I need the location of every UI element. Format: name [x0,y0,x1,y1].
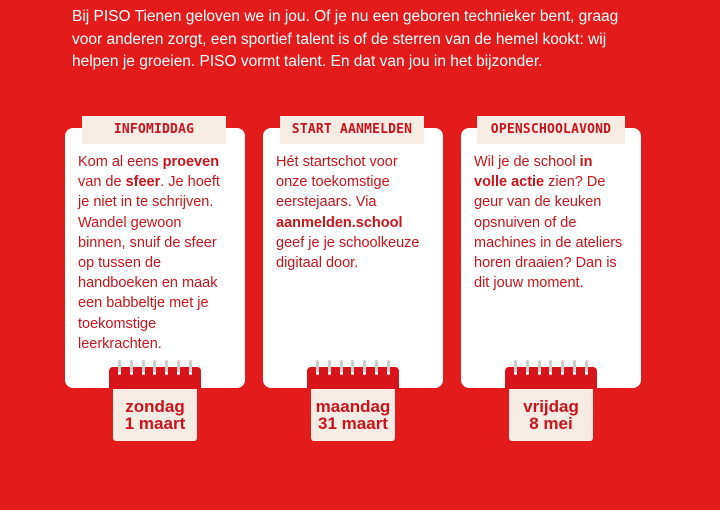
card-text-line: machines in de ateliers [474,234,623,251]
card-text-line: toekomstige [78,315,157,332]
calendar-rings [514,360,588,376]
card-text-line: Wil je de school in [474,154,593,170]
card-title-infomiddag: INFOMIDDAG [82,116,226,144]
calendar-icon [505,360,597,444]
card-body [276,152,433,273]
card-text-line: onze toekomstige [276,174,390,191]
card-text-line: volle actie zien? De [474,174,606,191]
intro-line: voor anderen zorgt, een sportief talent is of de sterren van de hemel kookt: wij [72,30,607,48]
card-text-line: eerstejaars. Via [276,194,377,211]
card-text-line: digitaal door. [276,255,359,272]
card-text-bold: in [579,154,593,170]
card-text-bold: volle actie [474,174,545,191]
date-day: zondag [125,397,185,416]
intro-line: helpen je groeien. PISO vormt talent. En dat van jou in het bijzonder. [72,53,543,70]
date-date: 1 maart [124,414,186,433]
date-date: 31 maart [318,414,388,433]
calendar-rings [316,360,390,376]
card-text-line: Kom al eens proeven [78,154,220,170]
card-text-bold: sfeer [125,174,161,191]
card-text-bold: proeven [162,154,220,170]
card-text-line [276,213,433,233]
card-text-line: van de sfeer. Je hoeft [78,174,220,191]
card-body [474,152,631,293]
calendar-date [311,389,395,441]
card-openschoolavond [461,128,641,388]
card-body [78,152,235,354]
card-text-line: je niet in te schrijven. [78,194,214,211]
card-text-line: horen draaien? Dan is [474,255,617,272]
date-date: 8 mei [529,414,573,433]
card-text-line: dit jouw moment. [474,275,584,292]
card-text-bold: aanmelden.school [276,214,403,231]
card-text-line: Wandel gewoon [78,214,182,231]
intro-text [72,6,672,74]
intro-line: Bij PISO Tienen geloven we in jou. Of je nu een geboren technieker bent, graag [72,8,619,25]
calendar-date [509,389,593,441]
card-text-line: binnen, snuif de sfeer [78,234,217,251]
card-text-line: op tussen de [78,255,162,272]
card-text-line: geur van de keuken [474,194,602,211]
card-text-line: handboeken en maak [78,275,218,292]
card-text-line: opsnuiven of de [474,214,577,231]
card-text-line: Hét startschot voor [276,154,398,170]
card-text-line: leerkrachten. [78,335,162,352]
calendar-icon [109,360,201,444]
card-title-start-aanmelden: START AANMELDEN [280,116,424,144]
calendar-date [113,389,197,441]
card-title-openschoolavond: OPENSCHOOLAVOND [477,116,625,144]
card-text-line: geef je je schoolkeuze [276,234,420,251]
date-day: maandag [315,397,391,416]
card-infomiddag [65,128,245,388]
date-day: vrijdag [523,397,579,416]
calendar-rings [118,360,192,376]
card-text-line: een babbeltje met je [78,295,209,312]
card-start-aanmelden [263,128,443,388]
calendar-icon [307,360,399,444]
